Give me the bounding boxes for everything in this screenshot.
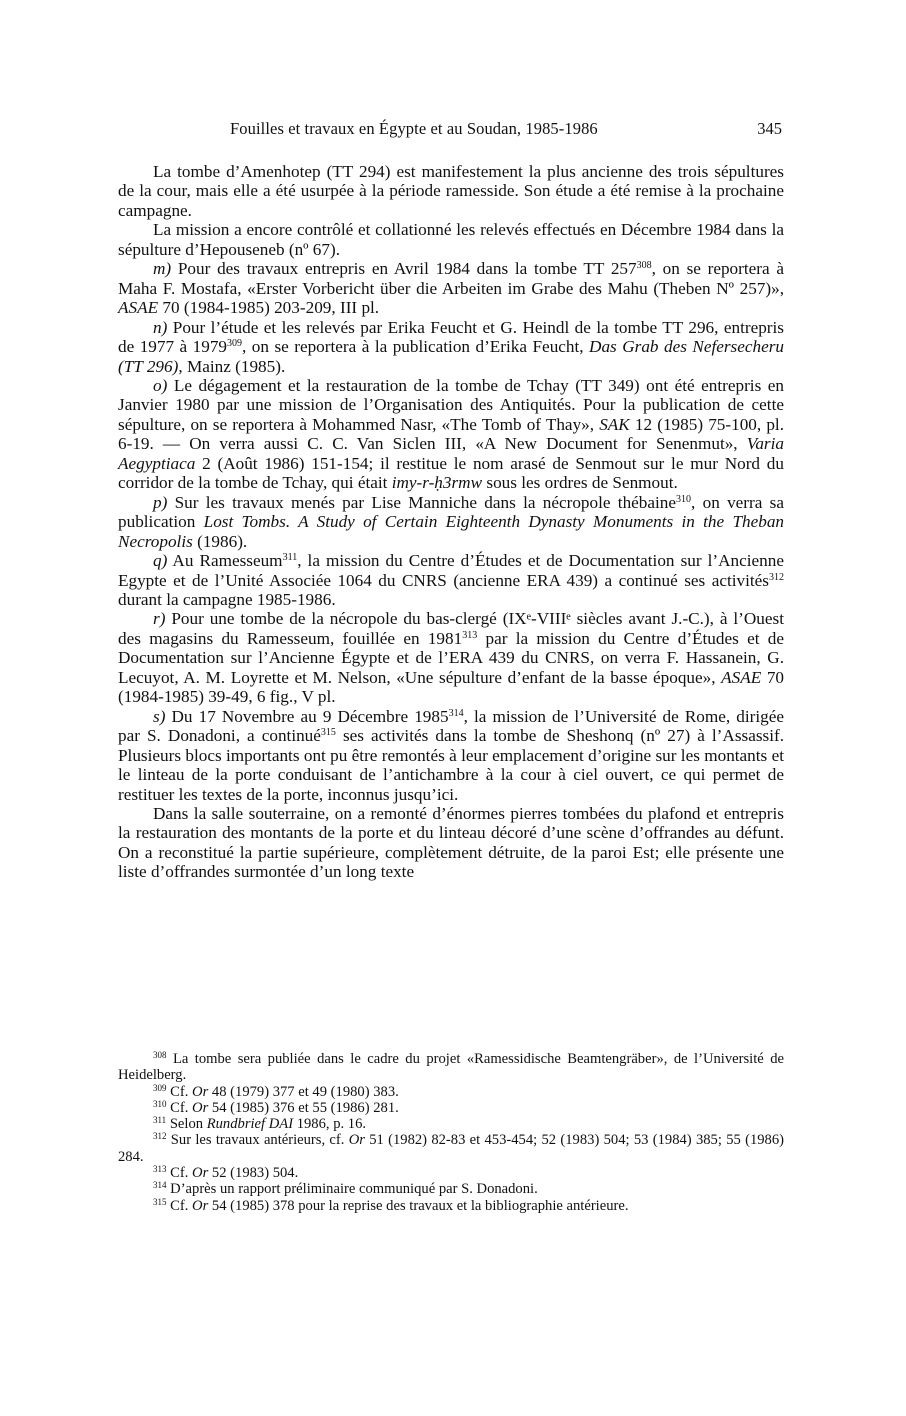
- footnotes: [118, 1051, 784, 1214]
- text-run: 54 (1985) 378 pour la reprise des travaux et la bibliographie antérieure.: [208, 1197, 629, 1214]
- paragraph: [118, 707, 784, 804]
- footnote-ref: 312: [153, 1131, 167, 1142]
- italic-text: p): [153, 492, 168, 512]
- paragraph: [118, 376, 784, 493]
- footnote: [118, 1165, 784, 1181]
- text-run: Cf.: [166, 1197, 193, 1214]
- page-number: 345: [757, 119, 782, 138]
- text-run: Dans la salle souterraine, on a remonté d’énormes pierres tombées du plafond et entrepris la restauration des montants de la porte et du linteau décoré d’une scène d’offrandes au défunt. On a reconstitué la partie supérieure, complètement détruite, de la paroi Est; elle présente une liste d’offrandes surmontée d’un long texte: [118, 803, 784, 882]
- text-run: 70 (1984-1985) 203-209, III pl.: [158, 298, 380, 318]
- text-run: Le dégagement et la restauration de la tombe de Tchay (TT 349) ont été entrepris en Janvier 1980 par une mission de l’Organisation des Antiquités. Pour la publication de cette sépulture, on se reportera à Mohammed Nasr, «The Tomb of Thay»,: [118, 375, 784, 434]
- italic-text: q): [153, 551, 168, 571]
- footnote: [118, 1100, 784, 1116]
- text-run: Du 17 Novembre au 9 Décembre 1985: [165, 706, 449, 726]
- text-run: sous les ordres de Senmout.: [482, 473, 678, 493]
- footnote-ref: 308: [153, 1050, 167, 1060]
- footnote-ref: 313: [153, 1164, 167, 1175]
- running-head: [118, 119, 794, 141]
- footnote-ref: 310: [153, 1098, 167, 1109]
- footnote-ref: 308: [636, 260, 652, 272]
- text-run: D’après un rapport préliminaire communiqué par S. Donadoni.: [166, 1181, 538, 1198]
- paragraph: [118, 318, 784, 376]
- text-run: La tombe d’Amenhotep (TT 294) est manifestement la plus ancienne des trois sépultures de la cour, mais elle a été usurpée à la période ramesside. Son étude a été remise à la prochaine campagne.: [118, 162, 784, 220]
- text-run: Selon: [166, 1116, 207, 1133]
- footnote: [118, 1116, 784, 1132]
- text-run: ses activités dans la tombe de Sheshonq (nº 27) à l’Assassif. Plusieurs blocs importants ont pu être remontés à leur emplacement d’origine sur les montants et le linteau de la porte conduisant de l’antichambre à la cour à ciel ouvert, ce qui permet de restituer les textes de la porte, inconnus jusqu’ici.: [118, 726, 784, 804]
- italic-text: Das Grab des Nefersecheru (TT 296),: [118, 337, 784, 376]
- text-run: Sur les travaux antérieurs, cf.: [166, 1132, 349, 1149]
- text-run: , la mission de l’Université de Rome, dirigée par S. Donadoni, a continué: [118, 706, 785, 746]
- text-run: Mainz (1985).: [182, 356, 286, 376]
- footnote-ref: 309: [153, 1082, 167, 1093]
- text-run: 51 (1982) 82-83 et 453-454; 52 (1983) 504; 53 (1984) 385; 55 (1986) 284.: [118, 1132, 784, 1165]
- footnote: [118, 1198, 784, 1214]
- italic-text: Rundbrief DAI: [206, 1116, 294, 1133]
- text-run: (1986).: [192, 531, 248, 551]
- paragraph: [118, 804, 784, 882]
- text-run: Au Ramesseum: [167, 551, 283, 571]
- paragraph: [118, 220, 784, 259]
- footnote-ref: 314: [448, 707, 464, 719]
- italic-text: ASAE: [118, 298, 159, 318]
- text-run: Pour l’étude et les relevés par Erika Feucht et G. Heindl de la tombe TT 296, entrepris de 1977 à 1979: [118, 317, 784, 357]
- italic-text: Or: [192, 1165, 209, 1182]
- footnote-ref: 313: [462, 629, 478, 641]
- text-run: Cf.: [166, 1099, 193, 1116]
- italic-text: r): [153, 609, 166, 629]
- footnote-ref: 315: [320, 727, 336, 739]
- paragraph: [118, 493, 784, 551]
- italic-text: Or: [192, 1197, 209, 1214]
- text-run: 52 (1983) 504.: [208, 1165, 299, 1182]
- text-run: Cf.: [166, 1165, 193, 1182]
- italic-text: Or: [348, 1132, 365, 1149]
- text-run: , on verra sa publication: [118, 492, 784, 532]
- text-run: Sur les travaux menés par Lise Manniche dans la nécropole thébaine: [167, 492, 677, 512]
- text-run: Pour une tombe de la nécropole du bas-clergé (IXᵉ-VIIIᵉ siècles avant J.-C.), à l’Ouest des magasins du Ramesseum, fouillée en 1981: [118, 609, 784, 648]
- italic-text: Varia Aegyptiaca: [118, 434, 784, 473]
- footnote-ref: 311: [282, 552, 298, 564]
- italic-text: s): [153, 706, 166, 726]
- paragraph: [118, 609, 784, 706]
- italic-text: o): [153, 375, 168, 395]
- text-run: La mission a encore contrôlé et collationné les relevés effectués en Décembre 1984 dans la sépulture d’Hepouseneb (nº 67).: [118, 220, 784, 259]
- italic-text: imy-r-ḥ3rmw: [391, 473, 483, 493]
- text-run: , on se reportera à la publication d’Erika Feucht,: [242, 337, 590, 357]
- footnote-ref: 312: [769, 571, 784, 583]
- text-run: 54 (1985) 376 et 55 (1986) 281.: [208, 1099, 399, 1116]
- italic-text: m): [153, 259, 172, 279]
- footnote: [118, 1132, 784, 1165]
- text-run: 2 (Août 1986) 151-154; il restitue le nom arasé de Senmout sur le mur Nord du corridor de la tombe de Tchay, qui était: [118, 453, 784, 493]
- footnote-ref: 314: [153, 1180, 167, 1191]
- italic-text: ASAE: [721, 667, 762, 687]
- paragraph: [118, 551, 784, 609]
- italic-text: Lost Tombs. A Study of Certain Eighteenth Dynasty Monuments in the Theban Necropolis: [118, 512, 784, 551]
- footnote-ref: 311: [153, 1115, 167, 1126]
- italic-text: Or: [192, 1099, 209, 1116]
- footnote: [118, 1084, 784, 1100]
- text-run: 48 (1979) 377 et 49 (1980) 383.: [208, 1083, 399, 1100]
- text-run: 12 (1985) 75-100, pl. 6-19. — On verra aussi C. C. Van Siclen III, «A New Document for Senenmut»,: [118, 414, 784, 454]
- text-run: 70 (1984-1985) 39-49, 6 fig., V pl.: [118, 667, 785, 707]
- italic-text: SAK: [599, 414, 630, 434]
- footnote-ref: 309: [227, 338, 243, 350]
- text-run: , on se reportera à Maha F. Mostafa, «Erster Vorbericht über die Arbeiten im Grabe des Mahu (Theben Nº 257)»,: [118, 259, 784, 298]
- text-run: , la mission du Centre d’Études et de Documentation sur l’Ancienne Egypte et de l’Unité Associée 1064 du CNRS (ancienne ERA 439) a continué ses activités: [118, 551, 784, 590]
- text-run: durant la campagne 1985-1986.: [118, 589, 336, 609]
- text-run: Cf.: [166, 1083, 193, 1100]
- italic-text: Or: [192, 1083, 209, 1100]
- italic-text: n): [153, 317, 168, 337]
- paragraph: [118, 259, 784, 317]
- body-text: [118, 162, 784, 882]
- running-title: Fouilles et travaux en Égypte et au Soudan, 1985-1986: [230, 119, 598, 138]
- text-run: par la mission du Centre d’Études et de Documentation sur l’Ancienne Égypte et de l’ERA 439 du CNRS, on verra F. Hassanein, G. Lecuyot, A. M. Loyrette et M. Nelson, «Une sépulture d’enfant de la basse époque»,: [118, 628, 785, 687]
- footnote-ref: 310: [676, 493, 692, 505]
- text-run: 1986, p. 16.: [293, 1116, 367, 1133]
- paragraph: [118, 162, 784, 220]
- footnote: [118, 1051, 784, 1084]
- text-run: La tombe sera publiée dans le cadre du projet «Ramessidische Beamtengräber», de l’Université de Heidelberg.: [118, 1051, 784, 1084]
- footnote: [118, 1181, 784, 1197]
- text-run: Pour des travaux entrepris en Avril 1984 dans la tombe TT 257: [171, 259, 637, 279]
- footnote-ref: 315: [153, 1196, 167, 1207]
